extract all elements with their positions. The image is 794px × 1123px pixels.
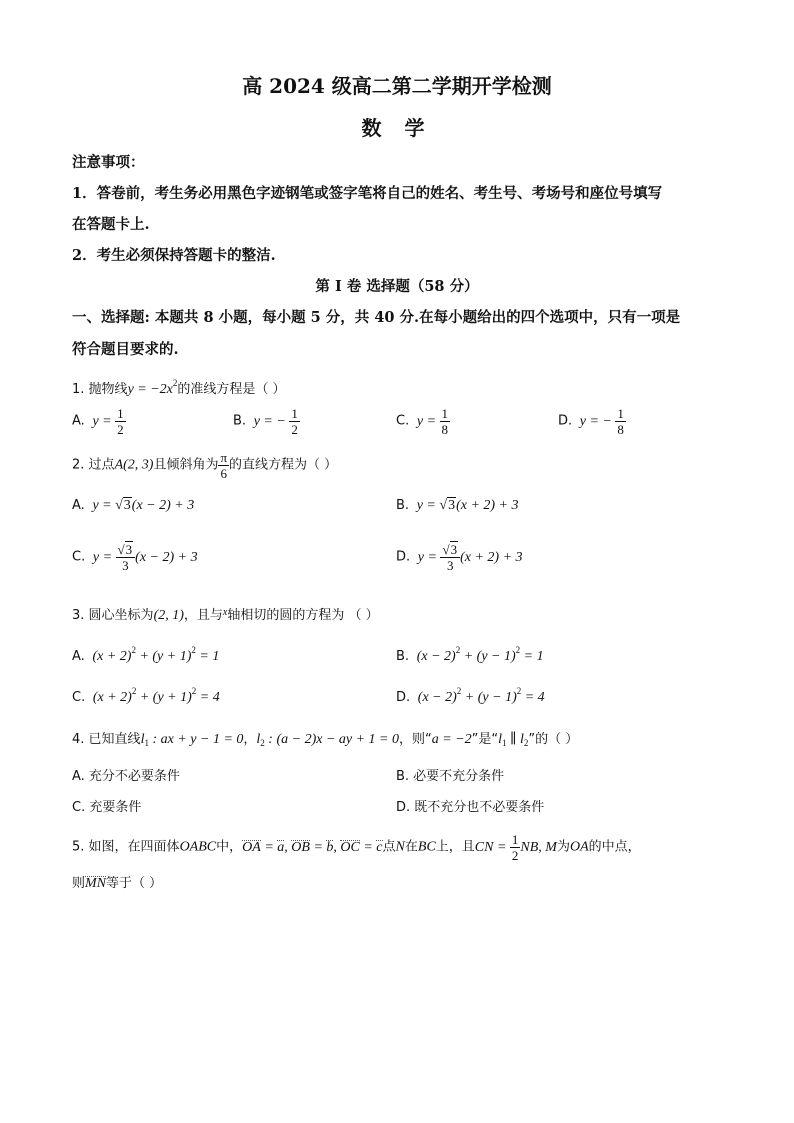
question-1-option-c[interactable]: C. y = $\frac{1}{8}$ [396,406,449,437]
question-3-option-b[interactable]: B. $(x - 2)^2 + (y - 1)^2 = 1$ [396,645,544,664]
question-4-option-c[interactable]: C. 充要条件 [72,800,142,815]
exam-subject: 数 学 [361,116,433,140]
notice-item-1-line-1: 1．答卷前，考生务必用黑色字迹钢笔或签字笔将自己的姓名、考生号、考场号和座位号填写 [72,185,663,202]
question-2-stem: 2. 过点A(2, 3)且倾斜角为 $\frac{\pi}{6}$ 的直线方程为（ ） [72,450,338,481]
question-number: 2. [72,457,85,473]
question-4-option-b[interactable]: B. 必要不充分条件 [396,769,505,784]
question-4-option-d[interactable]: D. 既不充分也不必要条件 [396,800,545,815]
exam-title: 高 2024 级高二第二学期开学检测 [242,74,552,98]
question-1-option-b[interactable]: B. y = − $\frac{1}{2}$ [233,406,298,437]
question-1-option-d[interactable]: D. y = − $\frac{1}{8}$ [558,406,624,437]
question-1-option-a[interactable]: A. y = $\frac{1}{2}$ [72,406,124,437]
question-5-stem-line-1: 5. 如图，在四面体OABC中，OA = a, OB = b, OC = c点N在BC上，且CN = $\frac{1}{2}$ NB, M为OA的中点， [72,832,641,863]
section-intro-line-1: 一、选择题: 本题共 8 小题，每小题 5 分，共 40 分.在每小题给出的四个选项中，只有一项是 [72,309,681,326]
notice-heading: 注意事项： [72,154,145,171]
question-2-option-d[interactable]: D. y = $\frac{√3}{3}$ (x + 2) + 3 [396,542,523,573]
question-5-stem-line-2: 则MN等于（ ） [72,876,163,891]
question-2-option-c[interactable]: C. y = $\frac{√3}{3}$ (x − 2) + 3 [72,542,198,573]
question-3-stem: 3. 圆心坐标为(2, 1)，且与$^x$轴相切的圆的方程为 （ ） [72,607,379,623]
section-title: 第 I 卷 选择题（58 分） [315,278,479,295]
question-number: 5. [72,839,85,855]
question-2-option-a[interactable]: A. y = √3(x − 2) + 3 [72,498,195,513]
formula: $y = -2x^2$ [127,378,178,397]
question-number: 3. [72,608,85,623]
question-3-option-d[interactable]: D. $(x - 2)^2 + (y - 1)^2 = 4$ [396,686,545,705]
question-number: 4. [72,732,85,747]
question-4-stem: 4. 已知直线$l_1$ : ax + y − 1 = 0，$l_2$ : (a − 2)x − ay + 1 = 0，则“a = −2”是“$l_1$ ∥ $l_2$”的（ ） [72,732,579,748]
question-4-option-a[interactable]: A. 充分不必要条件 [72,769,180,784]
question-2-option-b[interactable]: B. y = √3(x + 2) + 3 [396,498,519,513]
notice-item-1-line-2: 在答题卡上. [72,216,150,233]
question-3-option-a[interactable]: A. $(x + 2)^2 + (y + 1)^2 = 1$ [72,645,220,664]
question-3-option-c[interactable]: C. $(x + 2)^2 + (y + 1)^2 = 4$ [72,686,220,705]
notice-item-2: 2．考生必须保持答题卡的整洁. [72,247,276,264]
question-number: 1. [72,382,85,397]
question-1-stem: 1. 抛物线$y = -2x^2$的准线方程是（ ） [72,378,286,397]
section-intro-line-2: 符合题目要求的. [72,341,179,358]
